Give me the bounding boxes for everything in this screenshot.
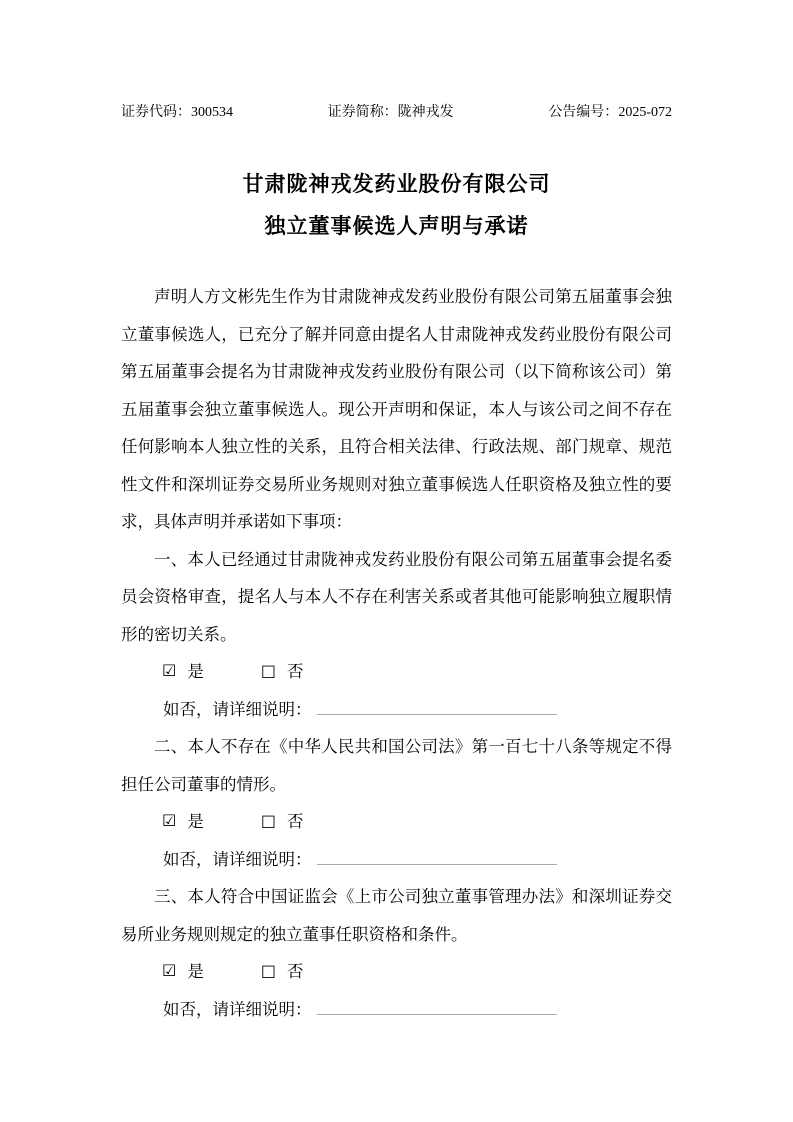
explain-label: 如否，请详细说明： [163,849,312,869]
no-label: 否 [286,962,304,981]
explain-label: 如否，请详细说明： [163,999,312,1019]
yes-checkbox-checked-icon: ☑ [162,961,177,980]
item-1-explain-row [121,691,672,729]
item-3-explain-row [121,991,672,1029]
no-checkbox-unchecked-icon: □ [260,961,276,980]
yes-label: 是 [187,812,204,831]
item-1-paragraph: 一、本人已经通过甘肃陇神戎发药业股份有限公司第五届董事会提名委员会资格审查，提名人与本人不存在利害关系或者其他可能影响独立履职情形的密切关系。 [121,549,672,644]
yes-label: 是 [187,662,204,681]
explain-label: 如否，请详细说明： [163,699,312,719]
fill-in-blank-line [317,999,557,1015]
notice-no-value: 2025-072 [618,105,672,120]
announcement-number [548,103,672,123]
yes-checkbox-checked-icon: ☑ [162,661,177,680]
item-3-answer-row [121,953,672,991]
document-body [121,278,672,1028]
stock-short-name [328,103,454,123]
title-block [121,163,672,247]
item-2-explain-row [121,841,672,879]
stock-code [121,103,233,123]
stock-name-value: 陇神戎发 [397,105,454,120]
no-checkbox-unchecked-icon: □ [260,661,276,680]
item-1-answer-row [121,653,672,691]
no-label: 否 [286,812,304,831]
yes-label: 是 [187,962,204,981]
no-label: 否 [286,662,304,681]
item-2-answer-row [121,803,672,841]
notice-no-label: 公告编号： [548,105,619,120]
company-name-title: 甘肃陇神戎发药业股份有限公司 [242,172,551,196]
document-title: 独立董事候选人声明与承诺 [264,214,529,238]
intro-paragraph: 声明人方文彬先生作为甘肃陇神戎发药业股份有限公司第五届董事会独立董事候选人，已充分了解并同意由提名人甘肃陇神戎发药业股份有限公司第五届董事会提名为甘肃陇神戎发药业股份有限公司（以下简称该公司）第五届董事会独立董事候选人。现公开声明和保证，本人与该公司之间不存在任何影响本人独立性的关系，且符合相关法律、行政法规、部门规章、规范性文件和深圳证券交易所业务规则对独立董事候选人任职资格及独立性的要求，具体声明并承诺如下事项： [121,287,672,531]
item-3-paragraph: 三、本人符合中国证监会《上市公司独立董事管理办法》和深圳证券交易所业务规则规定的独立董事任职资格和条件。 [121,887,672,944]
no-checkbox-unchecked-icon: □ [260,811,276,830]
stock-name-label: 证券简称： [327,105,398,120]
document-header [121,103,672,123]
item-2-paragraph: 二、本人不存在《中华人民共和国公司法》第一百七十八条等规定不得担任公司董事的情形。 [121,737,672,794]
stock-code-value: 300534 [191,105,233,120]
stock-code-label: 证券代码： [121,105,191,120]
yes-checkbox-checked-icon: ☑ [162,811,177,830]
fill-in-blank-line [317,699,557,715]
fill-in-blank-line [317,849,557,865]
